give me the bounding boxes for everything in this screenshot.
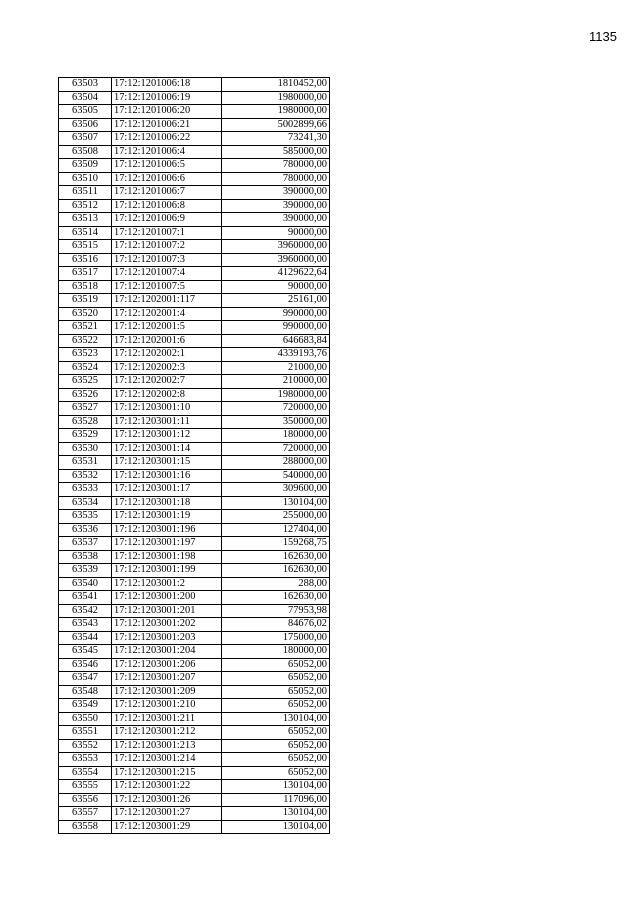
cadastral-number-cell: 17:12:1203001:209 — [112, 685, 222, 699]
cadastral-number-cell: 17:12:1201006:5 — [112, 159, 222, 173]
cadastral-number-cell: 17:12:1201006:19 — [112, 91, 222, 105]
row-number-cell: 63527 — [59, 402, 112, 416]
cadastral-number-cell: 17:12:1203001:201 — [112, 604, 222, 618]
row-number-cell: 63552 — [59, 739, 112, 753]
cadastral-number-cell: 17:12:1203001:211 — [112, 712, 222, 726]
cadastral-number-cell: 17:12:1201006:8 — [112, 199, 222, 213]
row-number-cell: 63513 — [59, 213, 112, 227]
table-row — [59, 712, 330, 726]
cadastral-value-cell: 90000,00 — [222, 226, 330, 240]
cadastral-number-cell: 17:12:1203001:29 — [112, 820, 222, 834]
cadastral-number-cell: 17:12:1203001:199 — [112, 564, 222, 578]
cadastral-value-cell: 4129622,64 — [222, 267, 330, 281]
table-row — [59, 564, 330, 578]
table-row — [59, 793, 330, 807]
cadastral-value-cell: 127404,00 — [222, 523, 330, 537]
cadastral-number-cell: 17:12:1203001:204 — [112, 645, 222, 659]
cadastral-number-cell: 17:12:1203001:17 — [112, 483, 222, 497]
table-row — [59, 267, 330, 281]
table-row — [59, 199, 330, 213]
row-number-cell: 63528 — [59, 415, 112, 429]
cadastral-value-cell: 3960000,00 — [222, 240, 330, 254]
row-number-cell: 63532 — [59, 469, 112, 483]
table-row — [59, 645, 330, 659]
cadastral-value-cell: 130104,00 — [222, 712, 330, 726]
cadastral-number-cell: 17:12:1203001:210 — [112, 699, 222, 713]
cadastral-number-cell: 17:12:1203001:15 — [112, 456, 222, 470]
page-number: 1135 — [589, 29, 617, 44]
table-row — [59, 807, 330, 821]
cadastral-number-cell: 17:12:1201006:21 — [112, 118, 222, 132]
cadastral-number-cell: 17:12:1203001:11 — [112, 415, 222, 429]
cadastral-number-cell: 17:12:1203001:198 — [112, 550, 222, 564]
table-row — [59, 699, 330, 713]
row-number-cell: 63505 — [59, 105, 112, 119]
table-row — [59, 780, 330, 794]
cadastral-value-cell: 130104,00 — [222, 496, 330, 510]
cadastral-value-cell: 162630,00 — [222, 591, 330, 605]
table-row — [59, 496, 330, 510]
row-number-cell: 63515 — [59, 240, 112, 254]
table-row — [59, 483, 330, 497]
table-row — [59, 280, 330, 294]
cadastral-number-cell: 17:12:1203001:215 — [112, 766, 222, 780]
cadastral-number-cell: 17:12:1203001:2 — [112, 577, 222, 591]
cadastral-value-cell: 180000,00 — [222, 429, 330, 443]
cadastral-value-cell: 4339193,76 — [222, 348, 330, 362]
cadastral-number-cell: 17:12:1201006:22 — [112, 132, 222, 146]
cadastral-value-cell: 130104,00 — [222, 820, 330, 834]
row-number-cell: 63519 — [59, 294, 112, 308]
table-row — [59, 739, 330, 753]
cadastral-value-cell: 210000,00 — [222, 375, 330, 389]
table-row — [59, 753, 330, 767]
table-row — [59, 604, 330, 618]
cadastral-value-cell: 1810452,00 — [222, 78, 330, 92]
table-row — [59, 442, 330, 456]
cadastral-value-cell: 5002899,66 — [222, 118, 330, 132]
row-number-cell: 63523 — [59, 348, 112, 362]
row-number-cell: 63503 — [59, 78, 112, 92]
cadastral-number-cell: 17:12:1203001:207 — [112, 672, 222, 686]
row-number-cell: 63504 — [59, 91, 112, 105]
table-row — [59, 159, 330, 173]
row-number-cell: 63543 — [59, 618, 112, 632]
cadastral-number-cell: 17:12:1203001:18 — [112, 496, 222, 510]
cadastral-value-cell: 65052,00 — [222, 658, 330, 672]
row-number-cell: 63537 — [59, 537, 112, 551]
cadastral-value-cell: 175000,00 — [222, 631, 330, 645]
cadastral-value-cell: 117096,00 — [222, 793, 330, 807]
row-number-cell: 63516 — [59, 253, 112, 267]
row-number-cell: 63548 — [59, 685, 112, 699]
cadastral-value-cell: 646683,84 — [222, 334, 330, 348]
table-row — [59, 186, 330, 200]
cadastral-number-cell: 17:12:1203001:212 — [112, 726, 222, 740]
table-row — [59, 685, 330, 699]
row-number-cell: 63556 — [59, 793, 112, 807]
cadastral-value-cell: 65052,00 — [222, 672, 330, 686]
cadastral-value-cell: 1980000,00 — [222, 388, 330, 402]
cadastral-value-cell: 585000,00 — [222, 145, 330, 159]
cadastral-value-cell: 84676,02 — [222, 618, 330, 632]
cadastral-value-cell: 390000,00 — [222, 186, 330, 200]
row-number-cell: 63518 — [59, 280, 112, 294]
cadastral-number-cell: 17:12:1202001:6 — [112, 334, 222, 348]
cadastral-number-cell: 17:12:1201007:4 — [112, 267, 222, 281]
table-row — [59, 145, 330, 159]
table-row — [59, 334, 330, 348]
cadastral-value-cell: 180000,00 — [222, 645, 330, 659]
row-number-cell: 63510 — [59, 172, 112, 186]
table-row — [59, 591, 330, 605]
cadastral-value-cell: 780000,00 — [222, 159, 330, 173]
row-number-cell: 63525 — [59, 375, 112, 389]
table-row — [59, 510, 330, 524]
cadastral-number-cell: 17:12:1201007:1 — [112, 226, 222, 240]
row-number-cell: 63530 — [59, 442, 112, 456]
cadastral-value-cell: 65052,00 — [222, 726, 330, 740]
cadastral-value-cell: 350000,00 — [222, 415, 330, 429]
table-row — [59, 820, 330, 834]
row-number-cell: 63545 — [59, 645, 112, 659]
table-row — [59, 375, 330, 389]
cadastral-value-cell: 159268,75 — [222, 537, 330, 551]
cadastral-value-cell: 309600,00 — [222, 483, 330, 497]
cadastral-number-cell: 17:12:1203001:197 — [112, 537, 222, 551]
table-row — [59, 658, 330, 672]
cadastral-number-cell: 17:12:1203001:10 — [112, 402, 222, 416]
cadastral-number-cell: 17:12:1203001:14 — [112, 442, 222, 456]
table-row — [59, 726, 330, 740]
row-number-cell: 63539 — [59, 564, 112, 578]
table-row — [59, 429, 330, 443]
table-row — [59, 631, 330, 645]
table-row — [59, 766, 330, 780]
table-body — [59, 78, 330, 834]
row-number-cell: 63542 — [59, 604, 112, 618]
cadastral-number-cell: 17:12:1201006:4 — [112, 145, 222, 159]
cadastral-value-cell: 1980000,00 — [222, 91, 330, 105]
row-number-cell: 63507 — [59, 132, 112, 146]
cadastral-value-cell: 77953,98 — [222, 604, 330, 618]
row-number-cell: 63529 — [59, 429, 112, 443]
row-number-cell: 63549 — [59, 699, 112, 713]
cadastral-value-cell: 288,00 — [222, 577, 330, 591]
cadastral-number-cell: 17:12:1203001:203 — [112, 631, 222, 645]
cadastral-number-cell: 17:12:1202002:7 — [112, 375, 222, 389]
table-row — [59, 402, 330, 416]
cadastral-number-cell: 17:12:1203001:16 — [112, 469, 222, 483]
table-row — [59, 253, 330, 267]
cadastral-number-cell: 17:12:1203001:213 — [112, 739, 222, 753]
table-row — [59, 78, 330, 92]
cadastral-value-cell: 130104,00 — [222, 780, 330, 794]
cadastral-value-cell: 65052,00 — [222, 699, 330, 713]
cadastral-value-cell: 65052,00 — [222, 753, 330, 767]
table-row — [59, 456, 330, 470]
cadastral-number-cell: 17:12:1202002:3 — [112, 361, 222, 375]
row-number-cell: 63540 — [59, 577, 112, 591]
cadastral-value-cell: 990000,00 — [222, 307, 330, 321]
cadastral-number-cell: 17:12:1202002:1 — [112, 348, 222, 362]
table-row — [59, 105, 330, 119]
cadastral-number-cell: 17:12:1203001:27 — [112, 807, 222, 821]
cadastral-value-cell: 65052,00 — [222, 739, 330, 753]
table-row — [59, 618, 330, 632]
table-row — [59, 672, 330, 686]
row-number-cell: 63512 — [59, 199, 112, 213]
row-number-cell: 63508 — [59, 145, 112, 159]
row-number-cell: 63558 — [59, 820, 112, 834]
row-number-cell: 63506 — [59, 118, 112, 132]
table-row — [59, 537, 330, 551]
row-number-cell: 63546 — [59, 658, 112, 672]
row-number-cell: 63538 — [59, 550, 112, 564]
cadastral-value-cell: 3960000,00 — [222, 253, 330, 267]
table-row — [59, 172, 330, 186]
cadastral-number-cell: 17:12:1203001:19 — [112, 510, 222, 524]
row-number-cell: 63551 — [59, 726, 112, 740]
cadastral-number-cell: 17:12:1203001:12 — [112, 429, 222, 443]
row-number-cell: 63544 — [59, 631, 112, 645]
table-row — [59, 213, 330, 227]
cadastral-number-cell: 17:12:1203001:196 — [112, 523, 222, 537]
cadastral-value-cell: 130104,00 — [222, 807, 330, 821]
table-row — [59, 132, 330, 146]
row-number-cell: 63509 — [59, 159, 112, 173]
table-row — [59, 118, 330, 132]
table-row — [59, 469, 330, 483]
cadastral-value-cell: 25161,00 — [222, 294, 330, 308]
table-row — [59, 321, 330, 335]
row-number-cell: 63536 — [59, 523, 112, 537]
cadastral-value-cell: 720000,00 — [222, 442, 330, 456]
table-row — [59, 348, 330, 362]
cadastral-number-cell: 17:12:1201007:2 — [112, 240, 222, 254]
row-number-cell: 63547 — [59, 672, 112, 686]
row-number-cell: 63550 — [59, 712, 112, 726]
table-row — [59, 415, 330, 429]
row-number-cell: 63522 — [59, 334, 112, 348]
cadastral-value-cell: 73241,30 — [222, 132, 330, 146]
cadastral-value-cell: 390000,00 — [222, 213, 330, 227]
cadastral-number-cell: 17:12:1201006:9 — [112, 213, 222, 227]
cadastral-value-cell: 90000,00 — [222, 280, 330, 294]
table-row — [59, 294, 330, 308]
table-row — [59, 307, 330, 321]
cadastral-number-cell: 17:12:1203001:22 — [112, 780, 222, 794]
table-row — [59, 361, 330, 375]
cadastral-value-cell: 21000,00 — [222, 361, 330, 375]
table-row — [59, 388, 330, 402]
cadastral-value-cell: 540000,00 — [222, 469, 330, 483]
cadastral-number-cell: 17:12:1201006:6 — [112, 172, 222, 186]
row-number-cell: 63524 — [59, 361, 112, 375]
row-number-cell: 63534 — [59, 496, 112, 510]
cadastral-value-cell: 162630,00 — [222, 550, 330, 564]
cadastral-value-cell: 65052,00 — [222, 685, 330, 699]
table-row — [59, 577, 330, 591]
cadastral-number-cell: 17:12:1203001:202 — [112, 618, 222, 632]
cadastral-number-cell: 17:12:1201007:3 — [112, 253, 222, 267]
cadastral-value-cell: 390000,00 — [222, 199, 330, 213]
cadastral-number-cell: 17:12:1202001:5 — [112, 321, 222, 335]
cadastral-number-cell: 17:12:1201006:18 — [112, 78, 222, 92]
row-number-cell: 63521 — [59, 321, 112, 335]
row-number-cell: 63526 — [59, 388, 112, 402]
cadastral-number-cell: 17:12:1201006:20 — [112, 105, 222, 119]
cadastral-number-cell: 17:12:1203001:26 — [112, 793, 222, 807]
row-number-cell: 63535 — [59, 510, 112, 524]
cadastral-number-cell: 17:12:1201006:7 — [112, 186, 222, 200]
cadastral-number-cell: 17:12:1202001:4 — [112, 307, 222, 321]
table-row — [59, 550, 330, 564]
row-number-cell: 63533 — [59, 483, 112, 497]
row-number-cell: 63553 — [59, 753, 112, 767]
row-number-cell: 63517 — [59, 267, 112, 281]
cadastral-value-cell: 1980000,00 — [222, 105, 330, 119]
row-number-cell: 63531 — [59, 456, 112, 470]
row-number-cell: 63514 — [59, 226, 112, 240]
cadastral-number-cell: 17:12:1201007:5 — [112, 280, 222, 294]
cadastral-number-cell: 17:12:1203001:200 — [112, 591, 222, 605]
table-row — [59, 240, 330, 254]
table-row — [59, 91, 330, 105]
cadastral-number-cell: 17:12:1202001:117 — [112, 294, 222, 308]
cadastral-number-cell: 17:12:1202002:8 — [112, 388, 222, 402]
row-number-cell: 63520 — [59, 307, 112, 321]
cadastral-value-cell: 162630,00 — [222, 564, 330, 578]
cadastral-value-cell: 288000,00 — [222, 456, 330, 470]
cadastral-value-cell: 255000,00 — [222, 510, 330, 524]
table-row — [59, 523, 330, 537]
cadastral-number-cell: 17:12:1203001:214 — [112, 753, 222, 767]
row-number-cell: 63555 — [59, 780, 112, 794]
row-number-cell: 63554 — [59, 766, 112, 780]
row-number-cell: 63557 — [59, 807, 112, 821]
cadastral-value-table — [58, 77, 330, 834]
row-number-cell: 63511 — [59, 186, 112, 200]
row-number-cell: 63541 — [59, 591, 112, 605]
cadastral-value-cell: 990000,00 — [222, 321, 330, 335]
cadastral-value-cell: 65052,00 — [222, 766, 330, 780]
cadastral-number-cell: 17:12:1203001:206 — [112, 658, 222, 672]
table-row — [59, 226, 330, 240]
cadastral-value-cell: 720000,00 — [222, 402, 330, 416]
cadastral-value-cell: 780000,00 — [222, 172, 330, 186]
